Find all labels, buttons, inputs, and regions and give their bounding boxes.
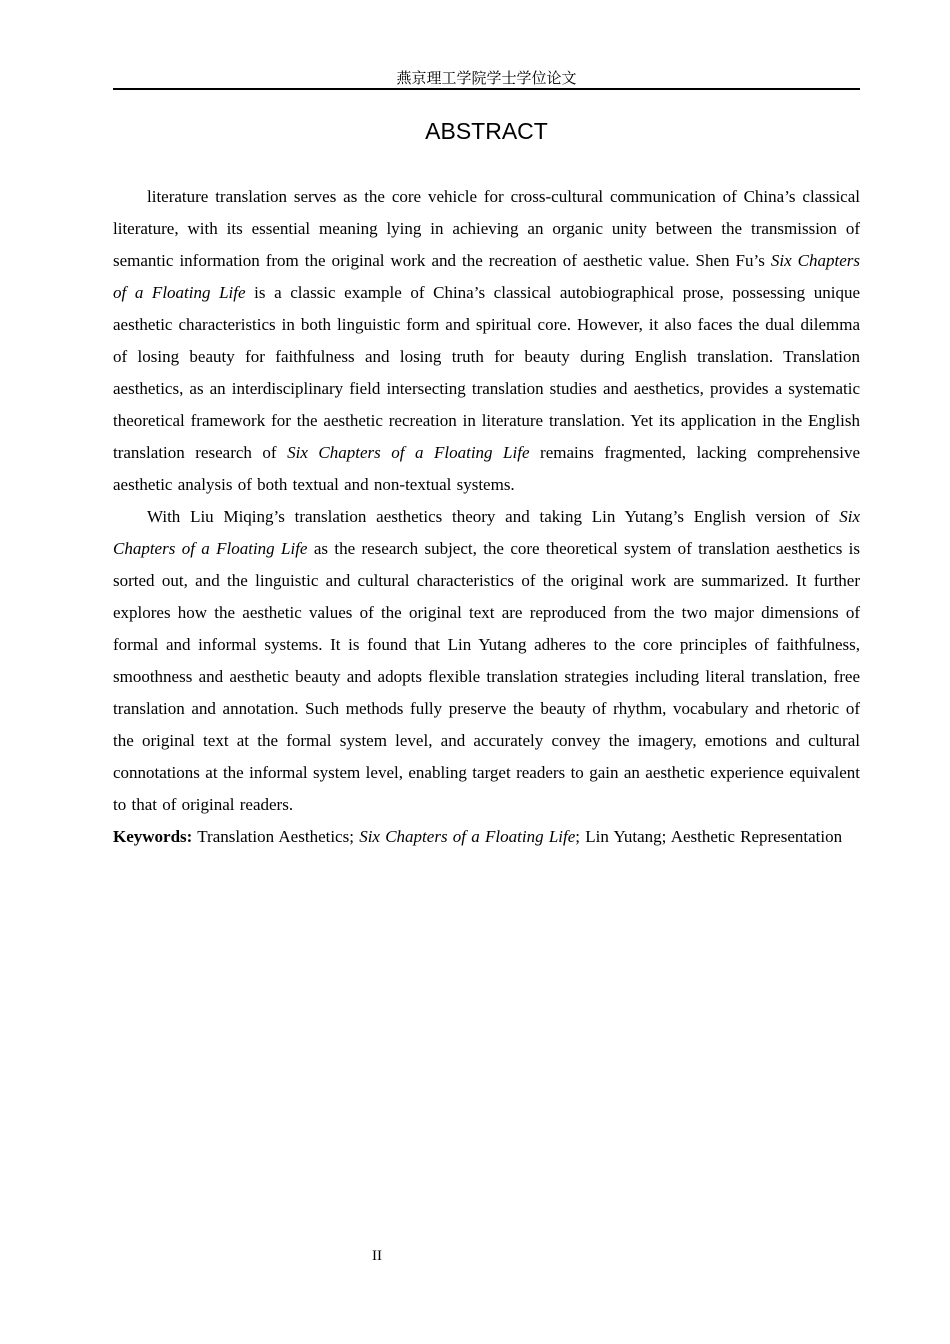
- keywords-book-title: Six Chapters of a Floating Life: [359, 827, 576, 846]
- abstract-title: ABSTRACT: [425, 118, 548, 144]
- keywords-text-2: ; Lin Yutang; Aesthetic Representation: [575, 827, 843, 846]
- paragraph-1-book-title-2: Six Chapters of a Floating Life: [287, 443, 530, 462]
- paragraph-1-book-title-1: Six Chapters of a Floating Life: [113, 251, 861, 302]
- paragraph-1-text-2: is a classic example of China’s classical autobiographical prose, possessing unique aesthetic characteristics in both linguistic form and spiritual core. However, it also faces the dual dilemma of losing beauty for faithfulness and losing truth for beauty during English translation. Translation aesthetics, as an interdisciplinary field intersecting translation studies and aesthetics, provides a systematic theoretical framework for the aesthetic recreation in literature translation. Yet its application in the English translation research of: [113, 283, 860, 462]
- paragraph-1-text-1: literature translation serves as the core vehicle for cross-cultural communication of China’s classical literature, with its essential meaning lying in achieving an organic unity between the transmission of semantic information from the original work and the recreation of aesthetic value. Shen Fu’s: [113, 187, 860, 270]
- page-number: II: [372, 1248, 382, 1264]
- keywords-line: [113, 821, 860, 853]
- paragraph-1-text-3: remains fragmented, lacking comprehensive aesthetic analysis of both textual and non-textual systems.: [113, 443, 860, 494]
- header-rule: [113, 88, 860, 90]
- abstract-body: [113, 181, 860, 853]
- paragraph-2-book-title: Six Chapters of a Floating Life: [113, 507, 860, 558]
- keywords-text-1: Translation Aesthetics;: [192, 827, 360, 846]
- keywords-label: Keywords:: [113, 827, 193, 846]
- paragraph-2-text-2: as the research subject, the core theoretical system of translation aesthetics is sorted out, and the linguistic and cultural characteristics of the original work are summarized. It further explores how the aesthetic values of the original text are reproduced from the two major dimensions of formal and informal systems. It is found that Lin Yutang adheres to the core principles of faithfulness, smoothness and aesthetic beauty and adopts flexible translation strategies including literal translation, free translation and annotation. Such methods fully preserve the beauty of rhythm, vocabulary and rhetoric of the original text at the formal system level, and accurately convey the imagery, emotions and cultural connotations at the informal system level, enabling target readers to gain an aesthetic experience equivalent to that of original readers.: [113, 539, 861, 814]
- abstract-paragraph-2: [113, 501, 860, 821]
- running-header: 燕京理工学院学士学位论文: [396, 69, 577, 87]
- paragraph-2-text-1: With Liu Miqing’s translation aesthetics theory and taking Lin Yutang’s English version of: [147, 507, 840, 526]
- abstract-paragraph-1: [113, 181, 860, 501]
